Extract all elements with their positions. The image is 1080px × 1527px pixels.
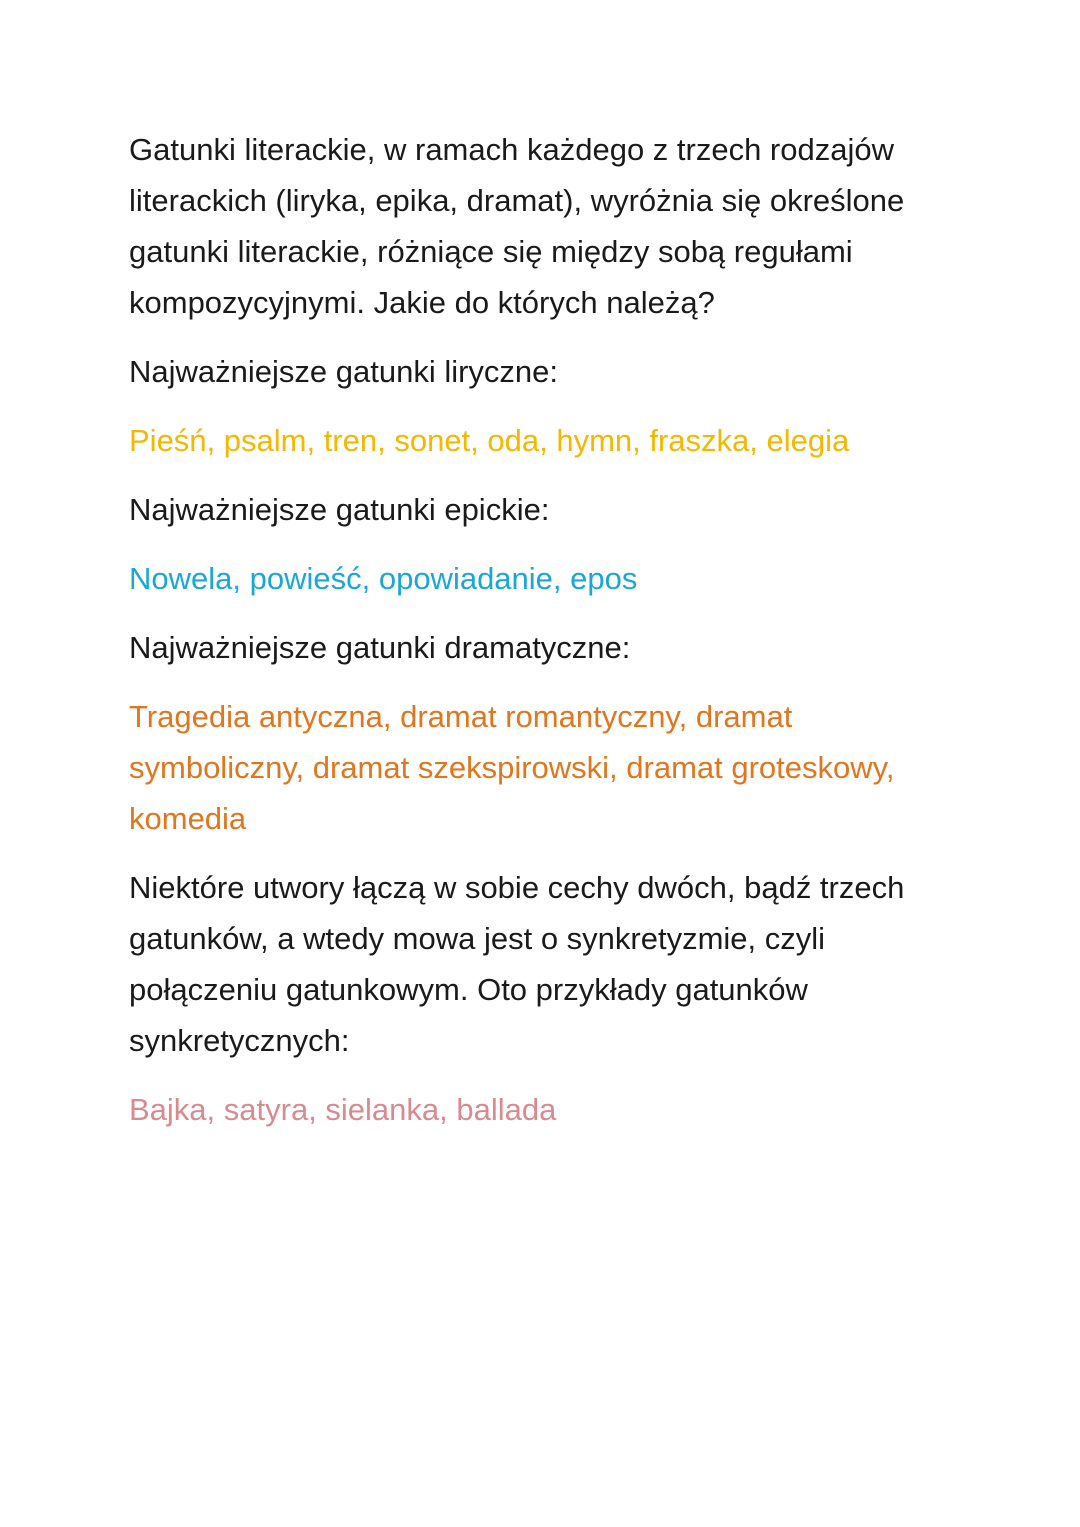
epic-genres-list: Nowela, powieść, opowiadanie, epos xyxy=(129,561,638,596)
epic-heading: Najważniejsze gatunki epickie: xyxy=(129,492,550,527)
syncretic-genres-list: Bajka, satyra, sielanka, ballada xyxy=(129,1092,557,1127)
drama-genres-list: Tragedia antyczna, dramat romantyczny, dramat symboliczny, dramat szekspirowski, dramat groteskowy, komedia xyxy=(129,699,895,836)
syncretism-paragraph: Niektóre utwory łączą w sobie cechy dwóch, bądź trzech gatunków, a wtedy mowa jest o synkretyzmie, czyli połączeniu gatunkowym. Oto przykłady gatunków synkretycznych: xyxy=(129,870,905,1058)
document-body xyxy=(129,124,959,1153)
intro-paragraph: Gatunki literackie, w ramach każdego z trzech rodzajów literackich (liryka, epika, dramat), wyróżnia się określone gatunki literackie, różniące się między sobą regułami kompozycyjnymi. Jakie do których należą? xyxy=(129,132,905,320)
drama-heading: Najważniejsze gatunki dramatyczne: xyxy=(129,630,631,665)
lyric-heading: Najważniejsze gatunki liryczne: xyxy=(129,354,559,389)
lyric-genres-list: Pieśń, psalm, tren, sonet, oda, hymn, fraszka, elegia xyxy=(129,423,850,458)
